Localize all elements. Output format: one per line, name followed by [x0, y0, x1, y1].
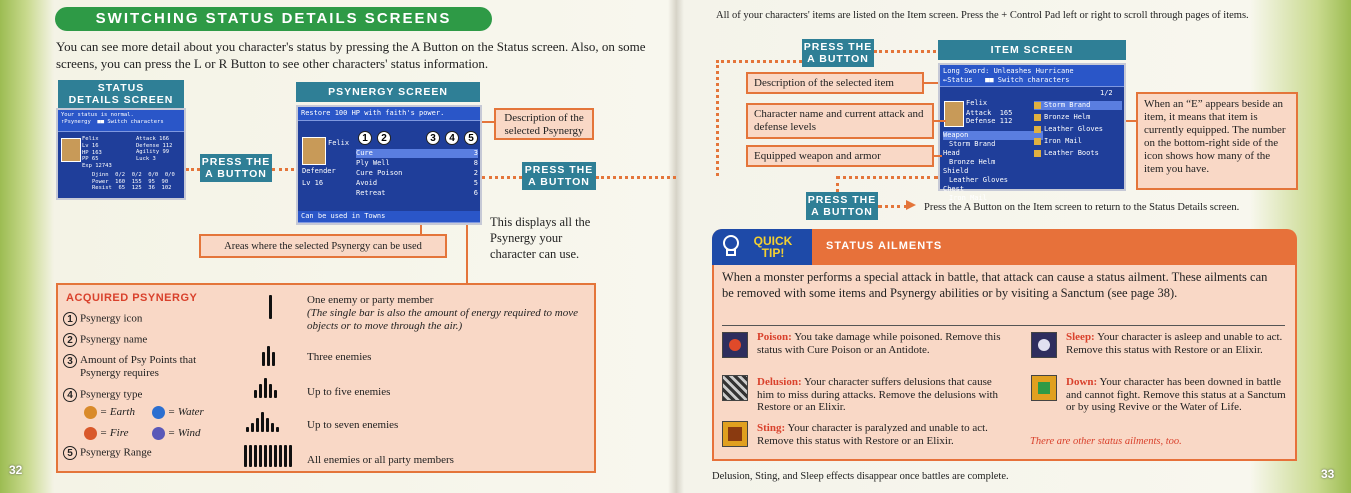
status-details-screen: Your status is normal. ↑Psynergy ■■ Switch characters Felix Lv 16 HP 163 PP 65 Exp 12743 Attack 166 Defense 112 Agility 99 Luck 3 Djinn 0/2 0/2 0/0 0/0 Power 160 155 95 90 Resist 65 125 36 102 — [56, 108, 186, 200]
dotted-connector — [186, 168, 200, 171]
callout-equipped-e: When an “E” appears beside an item, it means that item is currently equipped. The number on the bottom-right side of the icon shows how many of the item you have. — [1136, 92, 1298, 190]
item-defense: Defense 112 — [966, 117, 1013, 125]
status-name: Felix — [82, 136, 99, 142]
status-elements: Djinn 0/2 0/2 0/0 0/0 Power 160 155 95 90 Resist 65 125 36 102 — [92, 172, 175, 191]
range-all-icon — [244, 443, 292, 467]
psy-level: Lv 16 — [302, 179, 324, 187]
psy-spell-row[interactable]: Retreat 6 — [356, 189, 478, 197]
acquired-item-4: 4 Psynergy type — [63, 388, 142, 402]
psy-badges-right — [426, 131, 481, 145]
tip-intro: When a monster performs a special attack in battle, that attack can cause a status ailment. These ailments can be removed with some items and Psynergy abilities or by visiting a Sanctum (see page 38). — [722, 270, 1268, 300]
quick-tip-label: QUICK TIP! — [753, 234, 793, 260]
psy-spell-row[interactable]: Cure 3 — [356, 149, 478, 157]
right-intro: All of your characters' items are listed on the Item screen. Press the + Control Pad left or right to scroll through pages of items. — [716, 10, 1249, 21]
connector-line — [482, 121, 494, 123]
delusion-icon — [722, 375, 748, 401]
inventory-item[interactable]: Leather Boots — [1034, 149, 1122, 158]
inventory-list — [1034, 101, 1122, 158]
return-text: Press the A Button on the Item screen to return to the Status Details screen. — [924, 202, 1240, 213]
status-details-label: STATUS DETAILS SCREEN — [58, 80, 184, 108]
psy-spell-row[interactable]: Ply Well 8 — [356, 159, 478, 167]
callout-item-description: Description of the selected item — [746, 72, 924, 94]
dotted-connector — [596, 176, 676, 179]
badge-3: 3 — [426, 131, 440, 145]
dotted-connector — [272, 168, 294, 171]
page-heading: SWITCHING STATUS DETAILS SCREENS — [55, 7, 492, 31]
callout-character-name: Character name and current attack and defense levels — [746, 103, 934, 139]
connector-line — [466, 225, 468, 283]
press-a-label-3: PRESS THE A BUTTON — [803, 41, 873, 65]
dotted-connector — [482, 176, 522, 179]
poison-icon — [722, 332, 748, 358]
press-a-label-1: PRESS THE A BUTTON — [201, 156, 271, 180]
acquired-item-2: 2 Psynergy name — [63, 333, 147, 347]
type-fire: = Fire — [84, 427, 128, 440]
connector-line — [934, 155, 942, 157]
inventory-item[interactable]: Bronze Helm — [1034, 113, 1122, 122]
item-page: 1/2 — [1100, 89, 1113, 97]
page-number-left: 32 — [9, 463, 23, 477]
psy-class: Defender — [302, 167, 336, 175]
range-single-icon — [269, 293, 272, 319]
acquired-item-1: 1 Psynergy icon — [63, 312, 142, 326]
callout-psynergy-description: Description of the selected Psynergy — [494, 108, 594, 140]
other-ailments: There are other status ailments, too. — [1030, 436, 1182, 447]
inventory-item[interactable]: Iron Mail — [1034, 137, 1122, 146]
sleep-icon — [1031, 332, 1057, 358]
felix-portrait — [944, 101, 964, 127]
type-wind: = Wind — [152, 427, 201, 440]
range-five-icon — [254, 376, 277, 398]
badge-1: 1 — [358, 131, 372, 145]
acquired-item-3: 3 Amount of Psy Points that Psynergy requires — [63, 354, 203, 380]
displays-text: This displays all the Psynergy your character can use. — [490, 215, 591, 261]
felix-portrait — [61, 138, 81, 162]
badge-2: 2 — [377, 131, 391, 145]
dotted-connector — [716, 60, 719, 176]
sting-icon — [722, 421, 748, 447]
psy-spell-list — [356, 149, 478, 198]
range-three-icon — [262, 344, 275, 366]
item-attack: Attack 165 — [966, 109, 1013, 117]
dotted-connector — [836, 176, 938, 179]
callout-equipped: Equipped weapon and armor — [746, 145, 934, 167]
type-earth: = Earth — [84, 406, 135, 419]
press-a-label-4: PRESS THE A BUTTON — [807, 194, 877, 218]
item-screen: Long Sword: Unleashes Hurricane ←Status ■■ Switch characters Felix Attack 165 Defense 112 Weapon Storm Brand Head Bronze Helm Shield Leather Gloves Chest Iron Mail 1/2 Storm Brand Bronze Helm Leather Gloves Iron Mail Leather Boots — [938, 63, 1126, 191]
down-icon — [1031, 375, 1057, 401]
range-text-1: One enemy or party member (The single bar is also the amount of energy required to move objects or to move through the air.) — [307, 294, 578, 332]
range-text-2: Three enemies — [307, 351, 372, 363]
item-screen-label: ITEM SCREEN — [938, 40, 1126, 60]
inventory-item[interactable]: Leather Gloves — [1034, 125, 1122, 134]
page-number-right: 33 — [1321, 467, 1335, 481]
psynergy-screen-label: PSYNERGY SCREEN — [296, 82, 480, 102]
arrow-icon — [906, 200, 916, 210]
connector-line — [1126, 120, 1136, 122]
badge-5: 5 — [464, 131, 478, 145]
psynergy-screen: Restore 100 HP with faith's power. Felix Defender Lv 16 Cure 3 Ply Well 8 Cure Poison 2 Avoid 5 Retreat 6 Can be used in Towns — [296, 105, 482, 225]
range-seven-icon — [246, 410, 279, 432]
range-text-4: Up to seven enemies — [307, 419, 399, 431]
ailment-sleep: Sleep: Your character is asleep and unable to act. Remove this status with Restore or an Elixir. — [1066, 331, 1283, 356]
dotted-connector — [874, 50, 936, 53]
dotted-connector — [716, 60, 802, 63]
range-text-3: Up to five enemies — [307, 386, 391, 398]
connector-line — [924, 82, 938, 84]
ailment-sting: Sting: Your character is paralyzed and unable to act. Remove this status with Restore or an Elixir. — [757, 422, 988, 447]
ailment-down: Down: Your character has been downed in battle and cannot fight. Remove this status at a Sanctum or by using Revive or the Water of Life. — [1066, 376, 1286, 413]
type-water: = Water — [152, 406, 204, 419]
badge-4: 4 — [445, 131, 459, 145]
psy-badges-left — [358, 131, 394, 145]
ailment-delusion: Delusion: Your character suffers delusions that cause him to miss during attacks. Remove the delusions with Restore or an Elixir. — [757, 376, 999, 413]
lightbulb-icon — [720, 233, 742, 259]
left-intro: You can see more detail about you character's status by pressing the A Button on the Status screen. Also, on some screens, you can press the L or R Button to see other characters' status information. — [56, 39, 646, 71]
psy-spell-row[interactable]: Cure Poison 2 — [356, 169, 478, 177]
press-a-label-2: PRESS THE A BUTTON — [522, 162, 596, 190]
item-char-name: Felix — [966, 99, 988, 107]
connector-line — [934, 120, 946, 122]
psy-spell-row[interactable]: Avoid 5 — [356, 179, 478, 187]
page-fold — [668, 0, 684, 493]
psy-name: Felix — [328, 139, 350, 147]
status-left-stats: Lv 16 HP 163 PP 65 Exp 12743 — [82, 143, 112, 169]
tip-title: STATUS AILMENTS — [826, 240, 943, 252]
divider — [722, 325, 1285, 326]
felix-portrait — [302, 137, 326, 165]
ailment-poison: Poison: You take damage while poisoned. Remove this status with Cure Poison or an Antidote. — [757, 331, 1001, 356]
inventory-item[interactable]: Storm Brand — [1034, 101, 1122, 110]
callout-areas: Areas where the selected Psynergy can be used — [199, 234, 447, 258]
acquired-item-5: 5 Psynergy Range — [63, 446, 152, 460]
dotted-connector — [878, 205, 908, 208]
status-right-stats: Attack 166 Defense 112 Agility 99 Luck 3 — [136, 136, 173, 162]
range-text-5: All enemies or all party members — [307, 454, 454, 466]
acquired-title: ACQUIRED PSYNERGY — [66, 292, 198, 304]
footer-note: Delusion, Sting, and Sleep effects disappear once battles are complete. — [712, 471, 1009, 482]
equipment-list: Weapon Storm Brand Head Bronze Helm Shield Leather Gloves Chest Iron Mail — [943, 131, 1043, 203]
